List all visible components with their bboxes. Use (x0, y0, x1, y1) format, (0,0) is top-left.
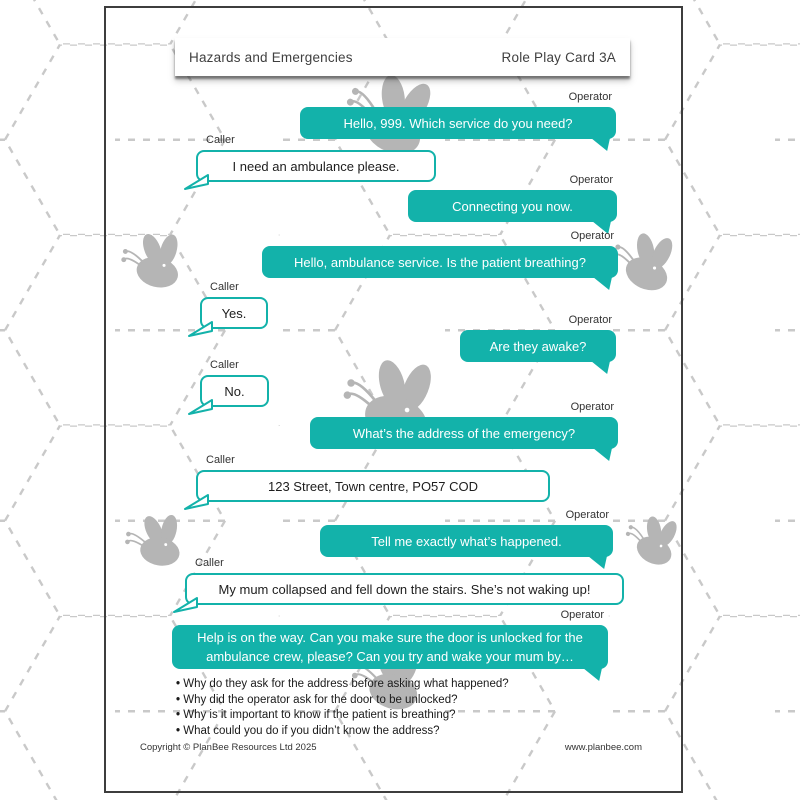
speaker-label: Operator (570, 230, 614, 242)
speech-bubble-caller (196, 150, 436, 182)
message-operator (460, 314, 616, 362)
speaker-label: Operator (560, 609, 604, 621)
card-label: Role Play Card 3A (501, 49, 616, 65)
bubble-text: I need an ambulance please. (232, 158, 400, 174)
question-item: • Why is it important to know if the patient is breathing? (176, 709, 509, 722)
bubble-text: Connecting you now. (452, 198, 573, 214)
bubble-text: Tell me exactly what’s happened. (371, 533, 562, 549)
message-operator (172, 609, 608, 669)
bubble-text: Are they awake? (489, 338, 587, 354)
speaker-label: Operator (568, 91, 612, 103)
speech-bubble-operator (408, 190, 617, 222)
speech-bubble-operator (310, 417, 618, 449)
message-caller (200, 359, 269, 407)
bubble-text: Yes. (221, 305, 247, 321)
bubble-text: Help is on the way. Can you make sure the door is unlocked for the ambulance crew, please? Can you try and wake your mum by… (197, 630, 583, 664)
bubble-text: 123 Street, Town centre, PO57 COD (267, 478, 479, 494)
bee-illustration (117, 504, 197, 579)
speech-bubble-operator (172, 625, 608, 669)
speech-bubble-operator (320, 525, 613, 557)
page-title: Hazards and Emergencies (189, 49, 353, 65)
message-caller (196, 454, 550, 502)
speech-bubble-operator (460, 330, 616, 362)
question-item: • What could you do if you didn’t know the address? (176, 725, 509, 738)
message-operator (320, 509, 613, 557)
header-bar (175, 38, 630, 76)
speech-bubble-operator (300, 107, 616, 139)
speaker-label: Operator (568, 314, 612, 326)
bubble-tail (172, 597, 198, 614)
speech-bubble-caller (185, 573, 624, 605)
message-operator (310, 401, 618, 449)
speaker-label: Caller (210, 281, 239, 293)
question-item: • Why did the operator ask for the door to be unlocked? (176, 694, 509, 707)
question-item: • Why do they ask for the address before asking what happened? (176, 678, 509, 691)
bubble-text: No. (224, 383, 245, 399)
discussion-questions (176, 678, 509, 740)
bubble-text: My mum collapsed and fell down the stairs. She’s not waking up! (218, 581, 591, 597)
bubble-text: Hello, ambulance service. Is the patient breathing? (294, 254, 586, 270)
bee-illustration (115, 224, 196, 299)
message-caller (196, 134, 436, 182)
bubble-tail (187, 321, 213, 338)
bubble-text: Hello, 999. Which service do you need? (343, 115, 573, 131)
speech-bubble-operator (262, 246, 618, 278)
message-operator (262, 230, 618, 278)
bubble-tail (187, 399, 213, 416)
speech-bubble-caller (196, 470, 550, 502)
website-url: www.planbee.com (564, 742, 642, 753)
bubble-text: What’s the address of the emergency? (352, 425, 576, 441)
copyright-text: Copyright © PlanBee Resources Ltd 2025 (140, 742, 317, 753)
message-operator (408, 174, 617, 222)
speaker-label: Caller (195, 557, 224, 569)
message-caller (200, 281, 268, 329)
speaker-label: Caller (206, 454, 235, 466)
speech-bubble-caller (200, 375, 269, 407)
message-operator (300, 91, 616, 139)
speaker-label: Caller (206, 134, 235, 146)
bubble-tail (183, 174, 209, 191)
speaker-label: Operator (570, 401, 614, 413)
bubble-tail (183, 494, 209, 511)
bee-illustration (619, 509, 689, 574)
message-caller (185, 557, 624, 605)
speech-bubble-caller (200, 297, 268, 329)
speaker-label: Operator (565, 509, 609, 521)
speaker-label: Caller (210, 359, 239, 371)
speaker-label: Operator (569, 174, 613, 186)
